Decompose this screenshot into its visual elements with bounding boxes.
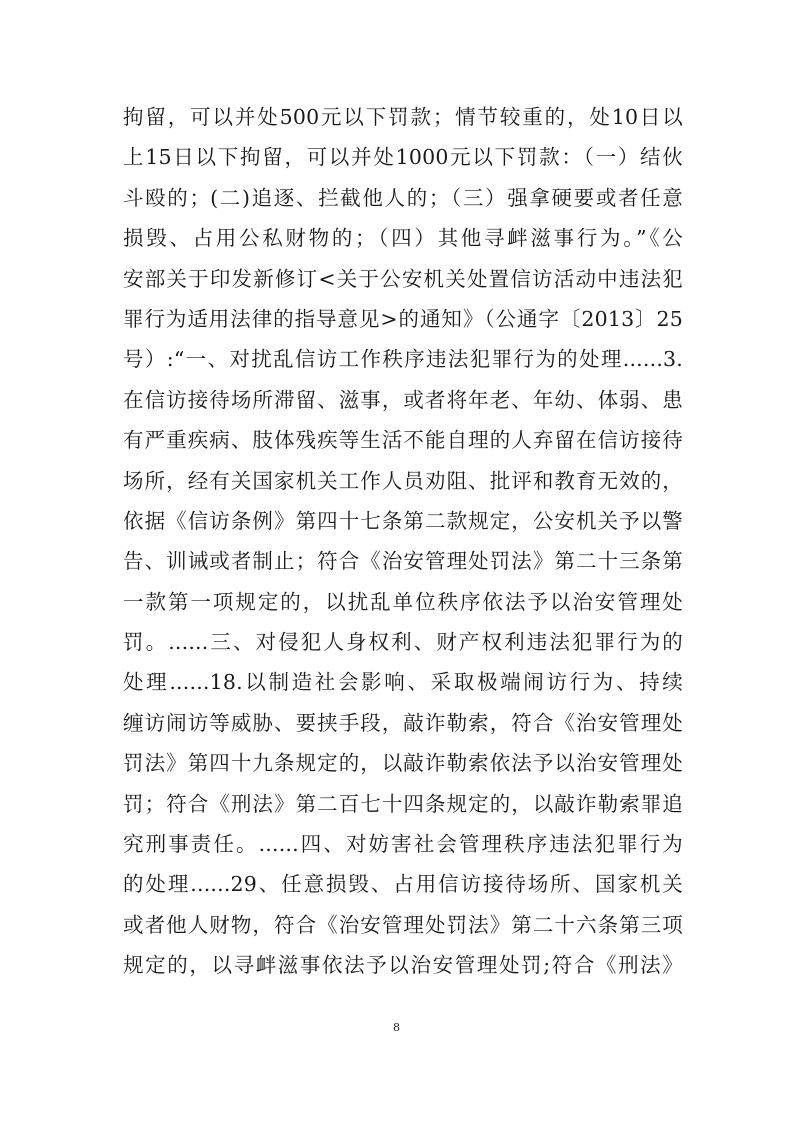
text-line: 依据《信访条例》第四十七条第二款规定，公安机关予以警	[123, 508, 683, 533]
text-line: 的处理......29、任意损毁、占用信访接待场所、国家机关	[123, 872, 683, 897]
text-line: 在信访接待场所滞留、滋事，或者将年老、年幼、体弱、患	[123, 387, 683, 412]
text-line: 或者他人财物，符合《治安管理处罚法》第二十六条第三项	[123, 912, 683, 937]
text-line: 安部关于印发新修订<关于公安机关处置信访活动中违法犯	[123, 266, 683, 291]
text-line: 场所，经有关国家机关工作人员劝阻、批评和教育无效的，	[123, 468, 683, 493]
text-line: 究刑事责任。......四、对妨害社会管理秩序违法犯罪行为	[123, 832, 683, 857]
page-number: 8	[393, 1021, 400, 1034]
text-line: 斗殴的；(二)追逐、拦截他人的；（三）强拿硬要或者任意	[123, 185, 683, 210]
text-line: 有严重疾病、肢体残疾等生活不能自理的人弃留在信访接待	[123, 428, 683, 453]
text-line: 告、训诫或者制止；符合《治安管理处罚法》第二十三条第	[123, 549, 683, 574]
text-line: 号）:“一、对扰乱信访工作秩序违法犯罪行为的处理......3.	[123, 347, 683, 372]
text-line: 罚。......三、对侵犯人身权利、财产权利违法犯罪行为的	[123, 630, 683, 655]
text-line: 上15日以下拘留，可以并处1000元以下罚款：（一）结伙	[123, 145, 683, 170]
text-line: 处理......18.以制造社会影响、采取极端闹访行为、持续	[123, 670, 683, 695]
text-line: 一款第一项规定的，以扰乱单位秩序依法予以治安管理处	[123, 589, 683, 614]
body-text	[123, 97, 683, 986]
text-line: 罚；符合《刑法》第二百七十四条规定的，以敲诈勒索罪追	[123, 791, 683, 816]
text-line: 罪行为适用法律的指导意见>的通知》（公通字〔2013〕25	[123, 306, 683, 331]
text-line: 罚法》第四十九条规定的，以敲诈勒索依法予以治安管理处	[123, 751, 683, 776]
text-line: 拘留，可以并处500元以下罚款；情节较重的，处10日以	[123, 105, 683, 129]
text-line: 缠访闹访等威胁、要挟手段，敲诈勒索，符合《治安管理处	[123, 710, 683, 735]
text-line: 损毁、占用公私财物的；（四）其他寻衅滋事行为。”《公	[123, 226, 683, 251]
text-line: 规定的，以寻衅滋事依法予以治安管理处罚;符合《刑法》	[123, 953, 683, 978]
